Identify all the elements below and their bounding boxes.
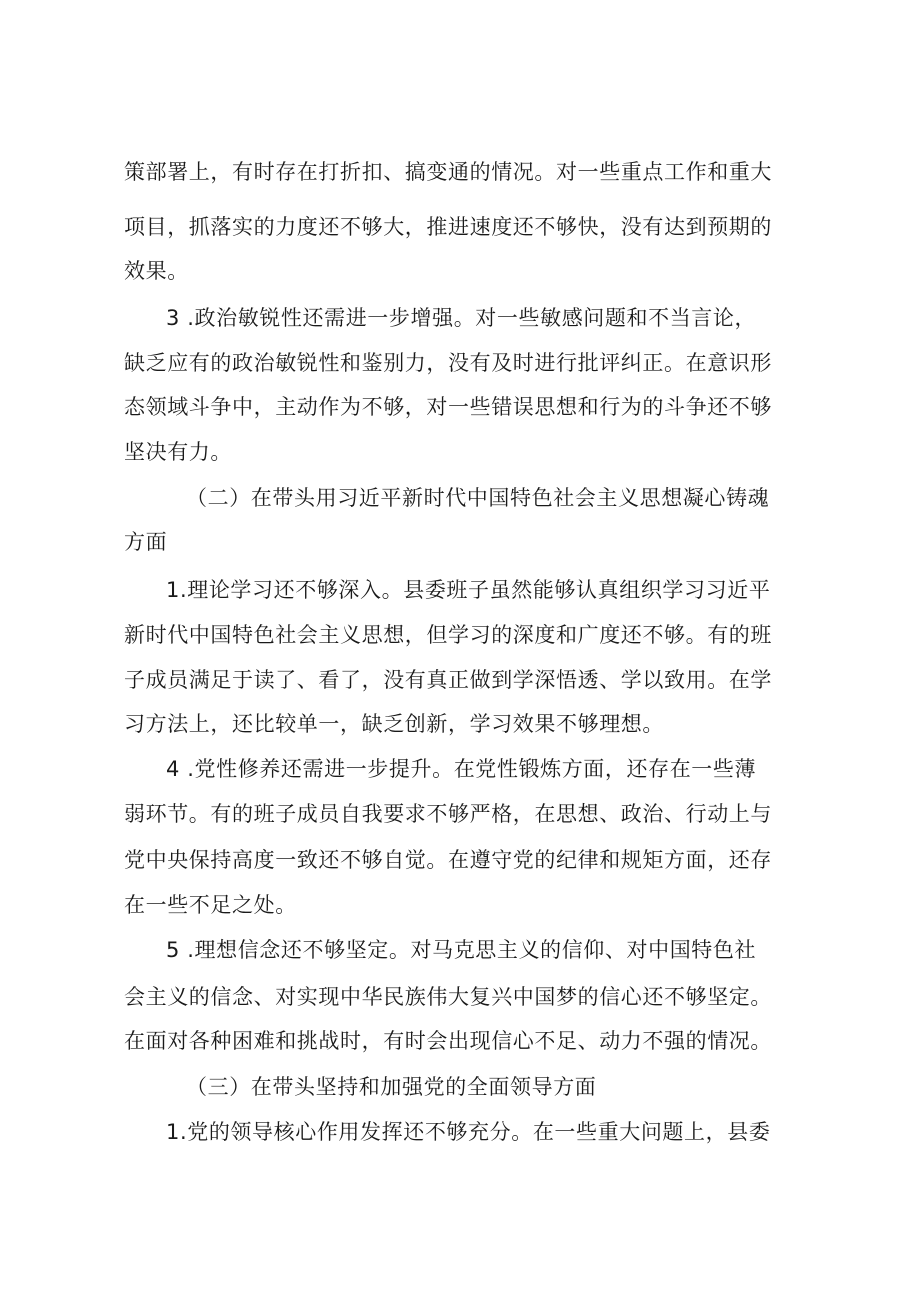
text-line: 弱环节。有的班子成员自我要求不够严格，在思想、政治、行动上与	[124, 802, 772, 826]
text-line: 1.党的领导核心作用发挥还不够充分。在一些重大问题上，县委	[166, 1120, 771, 1144]
section-heading: （三）在带头坚持和加强党的全面领导方面	[186, 1075, 597, 1099]
section-heading: （二）在带头用习近平新时代中国特色社会主义思想凝心铸魂	[186, 486, 770, 510]
text-line: 在一些不足之处。	[124, 893, 297, 917]
text-line: 习方法上，还比较单一，缺乏创新，学习效果不够理想。	[124, 712, 664, 736]
text-line: 缺乏应有的政治敏锐性和鉴别力，没有及时进行批评纠正。在意识形	[124, 351, 772, 375]
text-line: 项目，抓落实的力度还不够大，推进速度还不够快，没有达到预期的	[124, 215, 772, 239]
text-line: 3 .政治敏锐性还需进一步增强。对一些敏感问题和不当言论，	[166, 306, 757, 330]
text-line: 策部署上，有时存在打折扣、搞变通的情况。对一些重点工作和重大	[124, 160, 772, 184]
text-line: 1.理论学习还不够深入。县委班子虽然能够认真组织学习习近平	[166, 578, 771, 602]
text-line: 效果。	[124, 259, 189, 283]
text-line: 子成员满足于读了、看了，没有真正做到学深悟透、学以致用。在学	[124, 668, 772, 692]
section-heading: 方面	[124, 530, 168, 554]
text-line: 5 .理想信念还不够坚定。对马克思主义的信仰、对中国特色社	[166, 938, 757, 962]
text-line: 态领域斗争中，主动作为不够，对一些错误思想和行为的斗争还不够	[124, 395, 772, 419]
text-line: 坚决有力。	[124, 440, 232, 464]
text-line: 会主义的信念、对实现中华民族伟大复兴中国梦的信心还不够坚定。	[124, 985, 772, 1009]
text-line: 4 .党性修养还需进一步提升。在党性锻炼方面，还存在一些薄	[166, 757, 757, 781]
text-line: 在面对各种困难和挑战时，有时会出现信心不足、动力不强的情况。	[124, 1029, 772, 1053]
text-line: 新时代中国特色社会主义思想，但学习的深度和广度还不够。有的班	[124, 623, 772, 647]
text-line: 党中央保持高度一致还不够自觉。在遵守党的纪律和规矩方面，还存	[124, 848, 772, 872]
